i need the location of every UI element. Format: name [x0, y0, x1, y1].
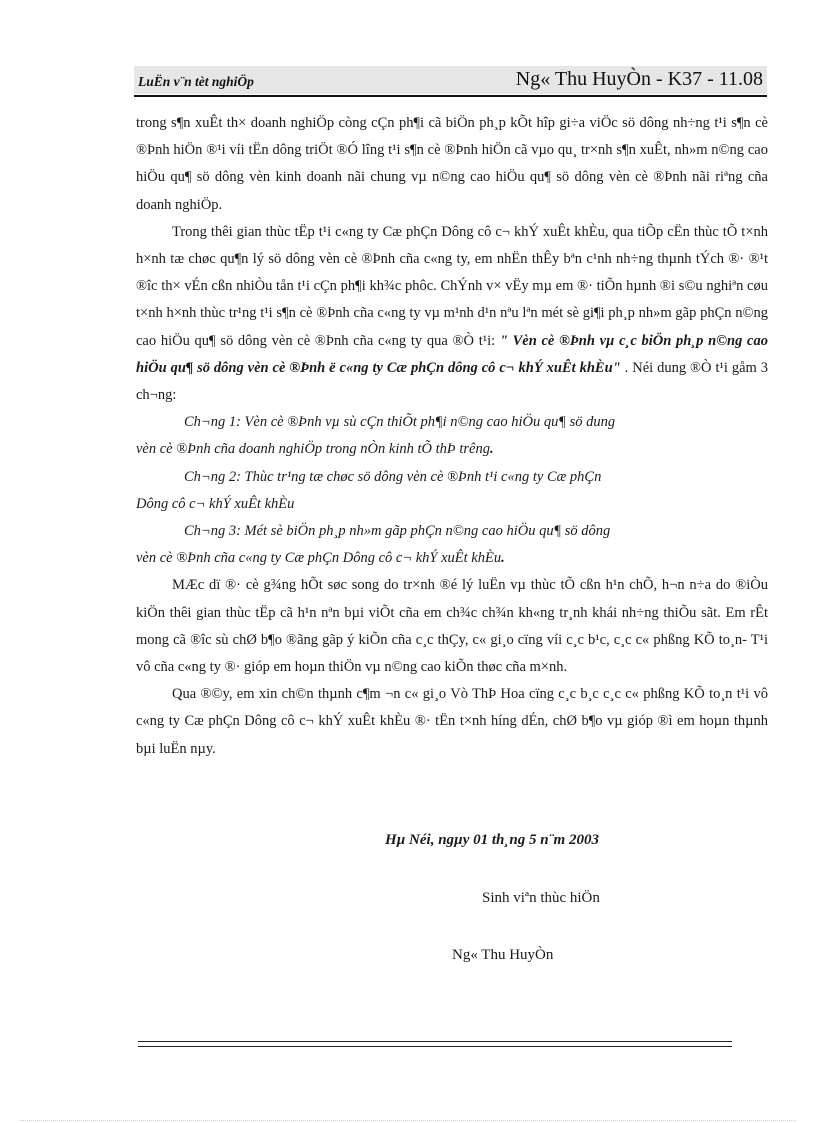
- body-text: [136, 110, 768, 763]
- chapter-1-heading: Ch¬ng 1: Vèn cè ®Þnh vµ sù cÇn thiÕt ph¶i n©ng cao hiÖu qu¶ sö dung: [184, 414, 616, 431]
- footer-divider-bottom: [138, 1046, 732, 1047]
- paragraph-apology: MÆc dï ®· cè g¾ng hÕt søc song do tr×nh ®é lý luËn vµ thùc tÕ cßn h¹n chÕ, h¬n n÷a do ®iÒu kiÖn thêi gian thùc tËp cã h¹n nªn bµi viÕt cña em ch¾c ch¾n kh«ng tr¸nh khái nh÷ng thiÕu sãt. Em rÊt mong cã ®îc sù chØ b¶o ®ãng gãp ý kiÕn cña c¸c thÇy, c« gi¸o cïng víi c¸c b¹c, c¸c c« phßng KÕ to¸n- T¹i vô cña c«ng ty ®· gióp em hoµn thiÖn vµ n©ng cao kiÕn thøc cña m×nh.: [136, 577, 768, 676]
- chapter-2-heading: Ch¬ng 2: Thùc tr¹ng tæ chøc sö dông vèn cè ®Þnh t¹i c«ng ty Cæ phÇn: [184, 468, 602, 485]
- paragraph-internship-text: Trong thêi gian thùc tËp t¹i c«ng ty Cæ phÇn Dông cô c¬ khÝ xuÊt khÈu, qua tiÕp cËn thùc tÕ t×nh h×nh tæ chøc qu¶n lý sö dông vèn cè ®Þnh cña c«ng ty, em nhËn thÊy bªn c¹nh nh÷ng thµnh tÝch ®· ®¹t ®îc th× vÉn cßn nhiÒu tån t¹i cÇn ph¶i kh¾c phôc. ChÝnh v× vËy mµ em ®· tiÕn hµnh ®i s©u nghiªn cøu t×nh h×nh thùc tr¹ng t¹i s¶n cè ®Þnh cña c«ng ty vµ m¹nh d¹n nªu lªn mét sè gi¶i ph¸p nh»m gãp phÇn n©ng cao hiÖu qu¶ sö dông vèn cè ®Þnh cña c«ng ty qua ®Ò t¹i:: [136, 223, 768, 349]
- paragraph-internship-end: . Néi dung ®Ò t¹i gåm 3 ch¬ng:: [136, 359, 768, 404]
- chapter-3-tail-text: vèn cè ®Þnh cña c«ng ty Cæ phÇn Dông cô c¬ khÝ xuÊt khÈu: [136, 550, 502, 567]
- chapter-1-tail: vèn cè ®Þnh cña doanh nghiÖp trong nÒn kinh tÕ thÞ trêng.: [136, 441, 494, 458]
- paragraph-continuation: trong s¶n xuÊt th× doanh nghiÖp còng cÇn ph¶i cã biÖn ph¸p kÕt hîp gi÷a viÖc sö dông nh÷ng t¹i s¶n cè ®Þnh hiÖn ®¹i víi tËn dông triÖt ®Ó lîng t¹i s¶n cè ®Þnh hiÖn cã vµo qu¸ tr×nh s¶n xuÊt, nh»m n©ng cao hiÖu qu¶ sö dông vèn kinh doanh nãi chung vµ n©ng cao hiÖu qu¶ sö dông vèn cè ®Þnh nãi riªng cña doanh nghiÖp.: [136, 115, 768, 213]
- signature-date: Hµ Néi, ngµy 01 th¸ng 5 n¨m 2003: [385, 832, 599, 848]
- chapter-3-tail: vèn cè ®Þnh cña c«ng ty Cæ phÇn Dông cô c¬ khÝ xuÊt khÈu.: [136, 550, 505, 567]
- paragraph-thanks: Qua ®©y, em xin ch©n thµnh c¶m ¬n c« gi¸o Vò ThÞ Hoa cïng c¸c b¸c c¸c c« phßng KÕ to¸n t¹i vô c«ng ty Cæ phÇn Dông cô c¬ khÝ xuÊt khÈu ®· tËn t×nh híng dÉn, chØ b¶o vµ gióp ®ì em hoµn thµnh bµi luËn nµy.: [136, 686, 768, 757]
- signature-name: Ng« Thu HuyÒn: [452, 947, 554, 963]
- page-header: [134, 66, 767, 94]
- signature-role: Sinh viªn thùc hiÖn: [482, 890, 600, 906]
- header-thesis-label: LuËn v¨n tèt nghiÖp: [138, 74, 254, 89]
- header-author-info: Ng« Thu HuyÒn - K37 - 11.08: [515, 68, 763, 90]
- chapter-1-tail-text: vèn cè ®Þnh cña doanh nghiÖp trong nÒn kinh tÕ thÞ trêng: [136, 441, 490, 458]
- header-divider: [134, 95, 767, 97]
- paragraph-internship: [136, 219, 768, 409]
- footer-divider-top: [138, 1041, 732, 1042]
- chapter-2-tail: Dông cô c¬ khÝ xuÊt khÈu: [136, 495, 295, 512]
- chapter-3-heading: Ch¬ng 3: Mét sè biÖn ph¸p nh»m gãp phÇn n©ng cao hiÖu qu¶ sö dông: [184, 523, 611, 540]
- thesis-topic-title: " Vèn cè ®Þnh vµ c¸c biÖn ph¸p n©ng cao hiÖu qu¶ sö dông vèn cè ®Þnh ë c«ng ty Cæ phÇn dông cô c¬ khÝ xuÊt khÈu": [136, 332, 768, 376]
- page-edge-line: [20, 1120, 796, 1121]
